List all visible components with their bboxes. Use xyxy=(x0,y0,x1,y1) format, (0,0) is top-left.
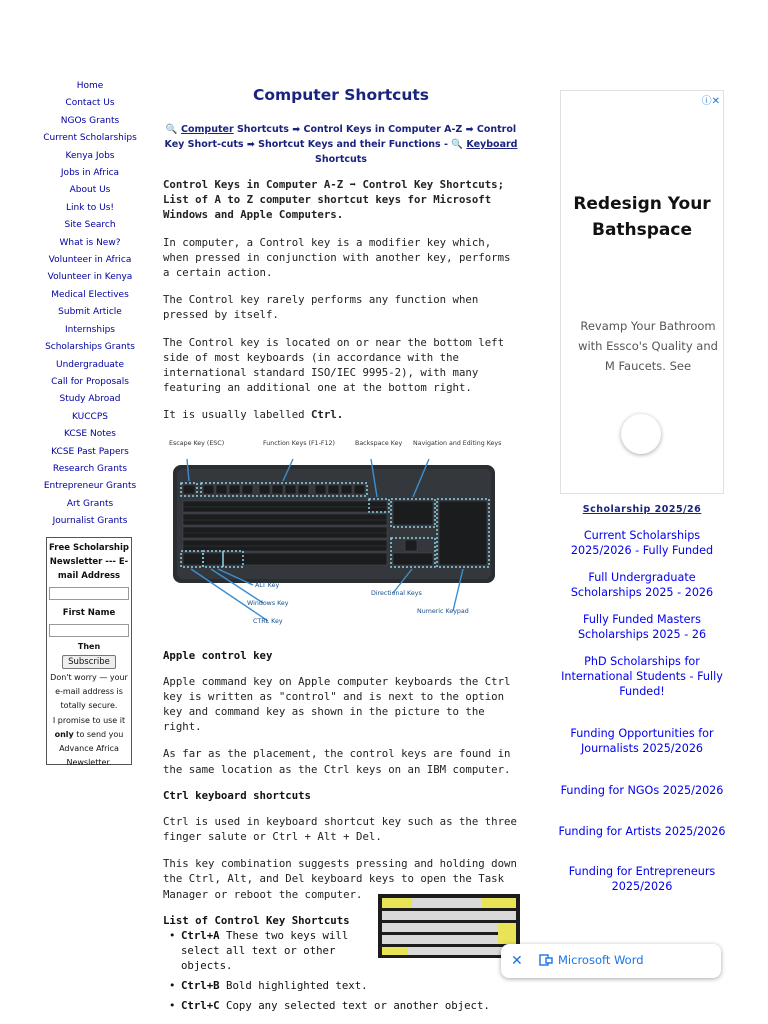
shortcut-desc: Copy any selected text or another object. xyxy=(219,998,490,1012)
paragraph-placement: As far as the placement, the control keys are found in the same location as the Ctrl keys on an IBM computer. xyxy=(163,747,511,776)
newsletter-heading: Free Scholarship Newsletter --- E-mail Address xyxy=(49,543,129,581)
app-open-banner xyxy=(501,944,721,978)
breadcrumb-link-computer[interactable]: Computer xyxy=(181,124,234,135)
open-in-app-icon xyxy=(539,954,553,969)
ad-heading[interactable]: Redesign Your Bathspace xyxy=(573,194,711,240)
kb-label-alt: ALT Key xyxy=(255,581,280,589)
shortcut-desc: Bold highlighted text. xyxy=(219,978,368,992)
then-label: Then xyxy=(77,642,101,651)
nav-link-home[interactable]: Home xyxy=(76,81,104,91)
subscribe-button[interactable]: Subscribe xyxy=(62,655,116,669)
label-text: It is usually labelled xyxy=(163,408,311,422)
intro-paragraph: Control Keys in Computer A-Z ➡ Control Key Shortcuts; List of A to Z computer shortcut keys for Microsoft Windows and Apple Computers. xyxy=(163,178,505,222)
privacy-promise-text-a: I promise to use it xyxy=(52,715,126,725)
breadcrumb-text-end: Shortcuts xyxy=(315,154,367,165)
newsletter-signup-box xyxy=(46,537,132,768)
apple-keyboard-image xyxy=(378,894,520,958)
first-name-field[interactable] xyxy=(49,624,129,637)
shortcut-desc: These two keys will select all text or other objects. xyxy=(181,928,349,972)
nav-link-jobs-in-africa[interactable]: Jobs in Africa xyxy=(60,168,120,179)
kb-label-navigation: Navigation and Editing Keys xyxy=(413,439,502,447)
right-link-entrepreneurs[interactable]: Funding for Entrepreneurs 2025/2026 xyxy=(568,865,716,893)
ad-body-text: Revamp Your Bathroom with Essco's Quality and M Faucets. See xyxy=(578,319,718,373)
page-title: Computer Shortcuts xyxy=(252,86,430,104)
breadcrumb-link-keyboard[interactable]: Keyboard xyxy=(466,139,518,150)
nav-link-site-search[interactable]: Site Search xyxy=(64,220,116,231)
privacy-promise-only: only xyxy=(54,729,74,739)
kb-label-numeric: Numeric Keypad xyxy=(417,607,469,615)
list-item xyxy=(163,998,541,1013)
paragraph-three-finger: Ctrl is used in keyboard shortcut key such as the three finger salute or Ctrl + Alt + Del. xyxy=(163,814,517,844)
apple-heading: Apple control key xyxy=(163,648,273,662)
list-item xyxy=(163,928,358,973)
nav-link-link-to-us[interactable]: Link to Us! xyxy=(65,202,115,213)
right-link-phd[interactable]: PhD Scholarships for International Students - Fully Funded! xyxy=(561,655,723,698)
search-icon: 🔍 xyxy=(165,124,181,135)
scholarship-heading[interactable]: Scholarship 2025/26 xyxy=(582,504,702,515)
ctrl-label: Ctrl. xyxy=(311,408,344,422)
email-field[interactable] xyxy=(49,587,129,600)
kb-label-directional: Directional Keys xyxy=(371,589,422,597)
paragraph-apple: Apple command key on Apple computer keyboards the Ctrl key is written as "control" and is next to the option key and command key as shown in the picture to the right. xyxy=(163,674,511,734)
nav-link-kcse-notes[interactable]: KCSE Notes xyxy=(64,429,116,440)
ad-close-icon[interactable]: ⓘ✕ xyxy=(701,96,720,107)
nav-link-volunteer-africa[interactable]: Volunteer in Africa xyxy=(48,255,132,266)
paragraph-definition: In computer, a Control key is a modifier key which, when pressed in conjunction with another key, performs a certain action. xyxy=(163,235,511,280)
kb-label-escape: Escape Key (ESC) xyxy=(169,439,225,447)
breadcrumb xyxy=(163,122,519,167)
list-item xyxy=(163,978,541,993)
nav-link-ngos-grants[interactable]: NGOs Grants xyxy=(60,115,120,126)
kb-label-backspace: Backspace Key xyxy=(355,439,403,447)
right-link-artists[interactable]: Funding for Artists 2025/2026 xyxy=(558,825,726,838)
nav-link-volunteer-kenya[interactable]: Volunteer in Kenya xyxy=(47,272,133,283)
nav-link-art-grants[interactable]: Art Grants xyxy=(66,498,114,509)
nav-link-journalist-grants[interactable]: Journalist Grants xyxy=(52,516,128,527)
privacy-note: Don't worry — your e-mail address is totally secure. xyxy=(50,673,128,711)
nav-link-kcse-past-papers[interactable]: KCSE Past Papers xyxy=(51,446,129,457)
apple-keyboard-illustration xyxy=(378,894,520,958)
advertisement[interactable] xyxy=(560,90,724,494)
ad-play-button[interactable] xyxy=(621,414,661,454)
nav-link-research-grants[interactable]: Research Grants xyxy=(52,463,128,474)
close-icon[interactable]: ✕ xyxy=(511,953,523,969)
shortcut-key: Ctrl+C xyxy=(181,998,220,1012)
right-link-journalists[interactable]: Funding Opportunities for Journalists 2025/2026 xyxy=(570,727,714,755)
nav-link-current-scholarships[interactable]: Current Scholarships xyxy=(43,133,137,144)
right-link-undergraduate[interactable]: Full Undergraduate Scholarships 2025 - 2026 xyxy=(570,571,714,599)
nav-link-entrepreneur-grants[interactable]: Entrepreneur Grants xyxy=(43,481,137,492)
nav-link-internships[interactable]: Internships xyxy=(65,324,115,335)
nav-link-kuccps[interactable]: KUCCPS xyxy=(72,411,108,422)
nav-link-medical-electives[interactable]: Medical Electives xyxy=(51,289,129,300)
open-in-word-button[interactable]: Microsoft Word xyxy=(558,953,644,967)
kb-label-function: Function Keys (F1-F12) xyxy=(263,439,335,447)
first-name-label: First Name xyxy=(62,608,116,618)
right-link-ngos[interactable]: Funding for NGOs 2025/2026 xyxy=(560,784,724,797)
breadcrumb-text: Shortcuts ➡ Control Keys in Computer A-Z ➡ Control Key Short-cuts ➡ Shortcut Keys and their Functions - 🔍 xyxy=(164,124,517,150)
nav-link-call-for-proposals[interactable]: Call for Proposals xyxy=(51,376,129,387)
ctrl-shortcuts-heading: Ctrl keyboard shortcuts xyxy=(163,788,311,802)
privacy-promise-text-b: to send you Advance Africa Newsletter. xyxy=(59,729,124,768)
right-sidebar-links xyxy=(558,504,726,894)
nav-link-scholarships-grants[interactable]: Scholarships Grants xyxy=(45,342,135,353)
nav-link-undergraduate[interactable]: Undergraduate xyxy=(55,359,124,370)
kb-label-ctrl: CTRL Key xyxy=(253,617,283,625)
keyboard-diagram xyxy=(163,435,519,631)
nav-link-about-us[interactable]: About Us xyxy=(69,185,111,196)
nav-link-kenya-jobs[interactable]: Kenya Jobs xyxy=(65,150,115,161)
main-content xyxy=(163,86,519,1018)
paragraph-rarely: The Control key rarely performs any function when pressed by itself. xyxy=(163,293,479,322)
right-link-masters[interactable]: Fully Funded Masters Scholarships 2025 - 26 xyxy=(577,613,707,641)
shortcut-key: Ctrl+A xyxy=(181,928,220,942)
paragraph-label xyxy=(163,407,519,422)
nav-link-submit-article[interactable]: Submit Article xyxy=(58,307,122,318)
nav-link-what-is-new[interactable]: What is New? xyxy=(59,237,121,248)
paragraph-combination: This key combination suggests pressing and holding down the Ctrl, Alt, and Del keyboard keys to open the Task Manager or reboot the computer. xyxy=(163,857,517,901)
nav-link-contact-us[interactable]: Contact Us xyxy=(65,98,115,109)
shortcut-list xyxy=(163,928,490,1013)
shortcut-key: Ctrl+B xyxy=(181,978,220,992)
keyboard-illustration xyxy=(163,435,519,631)
left-sidebar-nav xyxy=(40,78,140,531)
right-link-current-scholarships[interactable]: Current Scholarships 2025/2026 - Fully Funded xyxy=(570,529,714,557)
paragraph-location: The Control key is located on or near the bottom left side of most keyboards (in accordance with the international standard ISO/IEC 9995-2), with many featuring an additional one at the bottom right. xyxy=(163,335,505,395)
privacy-promise xyxy=(47,714,131,771)
list-heading: List of Control Key Shortcuts xyxy=(163,913,350,927)
kb-label-windows: Windows Key xyxy=(247,599,289,607)
nav-link-study-abroad[interactable]: Study Abroad xyxy=(59,394,121,405)
